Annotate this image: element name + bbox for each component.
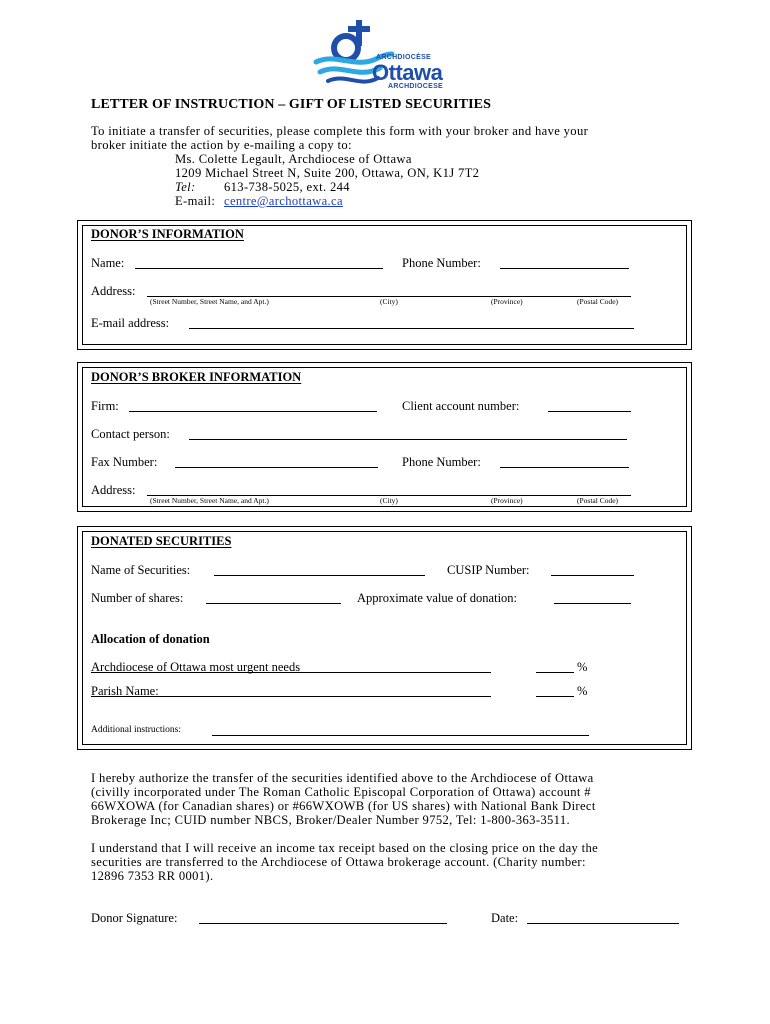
broker-info-box-inner — [82, 367, 687, 507]
donor-postal-hint: (Postal Code) — [577, 297, 619, 306]
parish-percent-sign: % — [577, 684, 588, 698]
securities-name-field[interactable] — [214, 575, 425, 576]
parish-percent-field[interactable] — [536, 696, 574, 697]
logo-main-text: Ottawa — [372, 60, 443, 85]
page-title: LETTER OF INSTRUCTION – GIFT OF LISTED SECURITIES — [91, 97, 491, 112]
broker-firm-field[interactable] — [129, 411, 377, 412]
broker-firm-label: Firm: — [91, 399, 119, 413]
donor-province-hint: (Province) — [491, 297, 523, 306]
authorization-line-2: (civilly incorporated under The Roman Catholic Episcopal Corporation of Ottawa) account # — [91, 785, 591, 799]
value-label: Approximate value of donation: — [357, 591, 518, 605]
contact-email-link[interactable]: centre@archottawa.ca — [224, 194, 343, 208]
broker-phone-field[interactable] — [500, 467, 629, 468]
broker-fax-label: Fax Number: — [91, 455, 158, 469]
receipt-line-2: securities are transferred to the Archdiocese of Ottawa brokerage account. (Charity number: — [91, 855, 586, 869]
broker-street-hint: (Street Number, Street Name, and Apt.) — [150, 496, 269, 505]
additional-instructions-label: Additional instructions: — [91, 725, 181, 735]
broker-city-hint: (City) — [380, 496, 398, 505]
contact-address: 1209 Michael Street N, Suite 200, Ottawa, ON, K1J 7T2 — [175, 166, 480, 180]
shares-label: Number of shares: — [91, 591, 184, 605]
logo-bottom-text: ARCHDIOCESE — [388, 83, 444, 90]
broker-contact-field[interactable] — [189, 439, 627, 440]
receipt-line-1: I understand that I will receive an income tax receipt based on the closing price on the day the — [91, 841, 599, 855]
contact-name: Ms. Colette Legault, Archdiocese of Ottawa — [175, 152, 412, 166]
donor-phone-field[interactable] — [500, 268, 629, 269]
securities-heading: DONATED SECURITIES — [91, 534, 232, 548]
date-label: Date: — [491, 911, 519, 925]
allocation-heading: Allocation of donation — [91, 632, 210, 646]
donor-name-label: Name: — [91, 256, 125, 270]
contact-tel-value: 613-738-5025, ext. 244 — [224, 180, 350, 194]
donor-city-hint: (City) — [380, 297, 398, 306]
cusip-label: CUSIP Number: — [447, 563, 530, 577]
cusip-field[interactable] — [551, 575, 634, 576]
broker-client-field[interactable] — [548, 411, 631, 412]
broker-postal-hint: (Postal Code) — [577, 496, 619, 505]
authorization-line-3: 66WXOWA (for Canadian shares) or #66WXOWB (for US shares) with National Bank Direct — [91, 799, 596, 813]
donor-email-field[interactable] — [189, 328, 634, 329]
receipt-line-3: 12896 7353 RR 0001). — [91, 869, 214, 883]
donor-heading: DONOR’S INFORMATION — [91, 227, 244, 241]
date-field[interactable] — [527, 923, 679, 924]
broker-phone-label: Phone Number: — [402, 455, 481, 469]
broker-address-label: Address: — [91, 483, 136, 497]
broker-heading: DONOR’S BROKER INFORMATION — [91, 370, 302, 384]
urgent-needs-label: Archdiocese of Ottawa most urgent needs — [91, 660, 301, 674]
parish-name-field[interactable] — [91, 696, 491, 697]
urgent-needs-line — [91, 672, 491, 673]
donor-name-field[interactable] — [135, 268, 383, 269]
broker-contact-label: Contact person: — [91, 427, 170, 441]
donor-phone-label: Phone Number: — [402, 256, 481, 270]
securities-name-label: Name of Securities: — [91, 563, 191, 577]
parish-label: Parish Name: — [91, 684, 159, 698]
donor-info-box-inner — [82, 225, 687, 345]
donor-email-label: E-mail address: — [91, 316, 170, 330]
urgent-needs-percent-sign: % — [577, 660, 588, 674]
shares-field[interactable] — [206, 603, 341, 604]
authorization-line-4: Brokerage Inc; CUID number NBCS, Broker/Dealer Number 9752, Tel: 1-800-363-3511. — [91, 813, 570, 827]
additional-instructions-field[interactable] — [212, 735, 589, 736]
donor-address-label: Address: — [91, 284, 136, 298]
intro-line-1: To initiate a transfer of securities, please complete this form with your broker and have your — [91, 124, 589, 138]
broker-fax-field[interactable] — [175, 467, 378, 468]
authorization-line-1: I hereby authorize the transfer of the securities identified above to the Archdiocese of Ottawa — [91, 771, 594, 785]
value-field[interactable] — [554, 603, 631, 604]
logo-top-text: ARCHDIOCÈSE — [376, 54, 432, 61]
broker-client-label: Client account number: — [402, 399, 520, 413]
donor-street-hint: (Street Number, Street Name, and Apt.) — [150, 297, 269, 306]
broker-province-hint: (Province) — [491, 496, 523, 505]
urgent-needs-percent-field[interactable] — [536, 672, 574, 673]
contact-email-label: E-mail: — [175, 194, 216, 208]
contact-tel-label: Tel: — [175, 180, 196, 194]
signature-label: Donor Signature: — [91, 911, 178, 925]
intro-line-2: broker initiate the action by e-mailing a copy to: — [91, 138, 352, 152]
signature-field[interactable] — [199, 923, 447, 924]
archdiocese-logo — [312, 18, 462, 90]
